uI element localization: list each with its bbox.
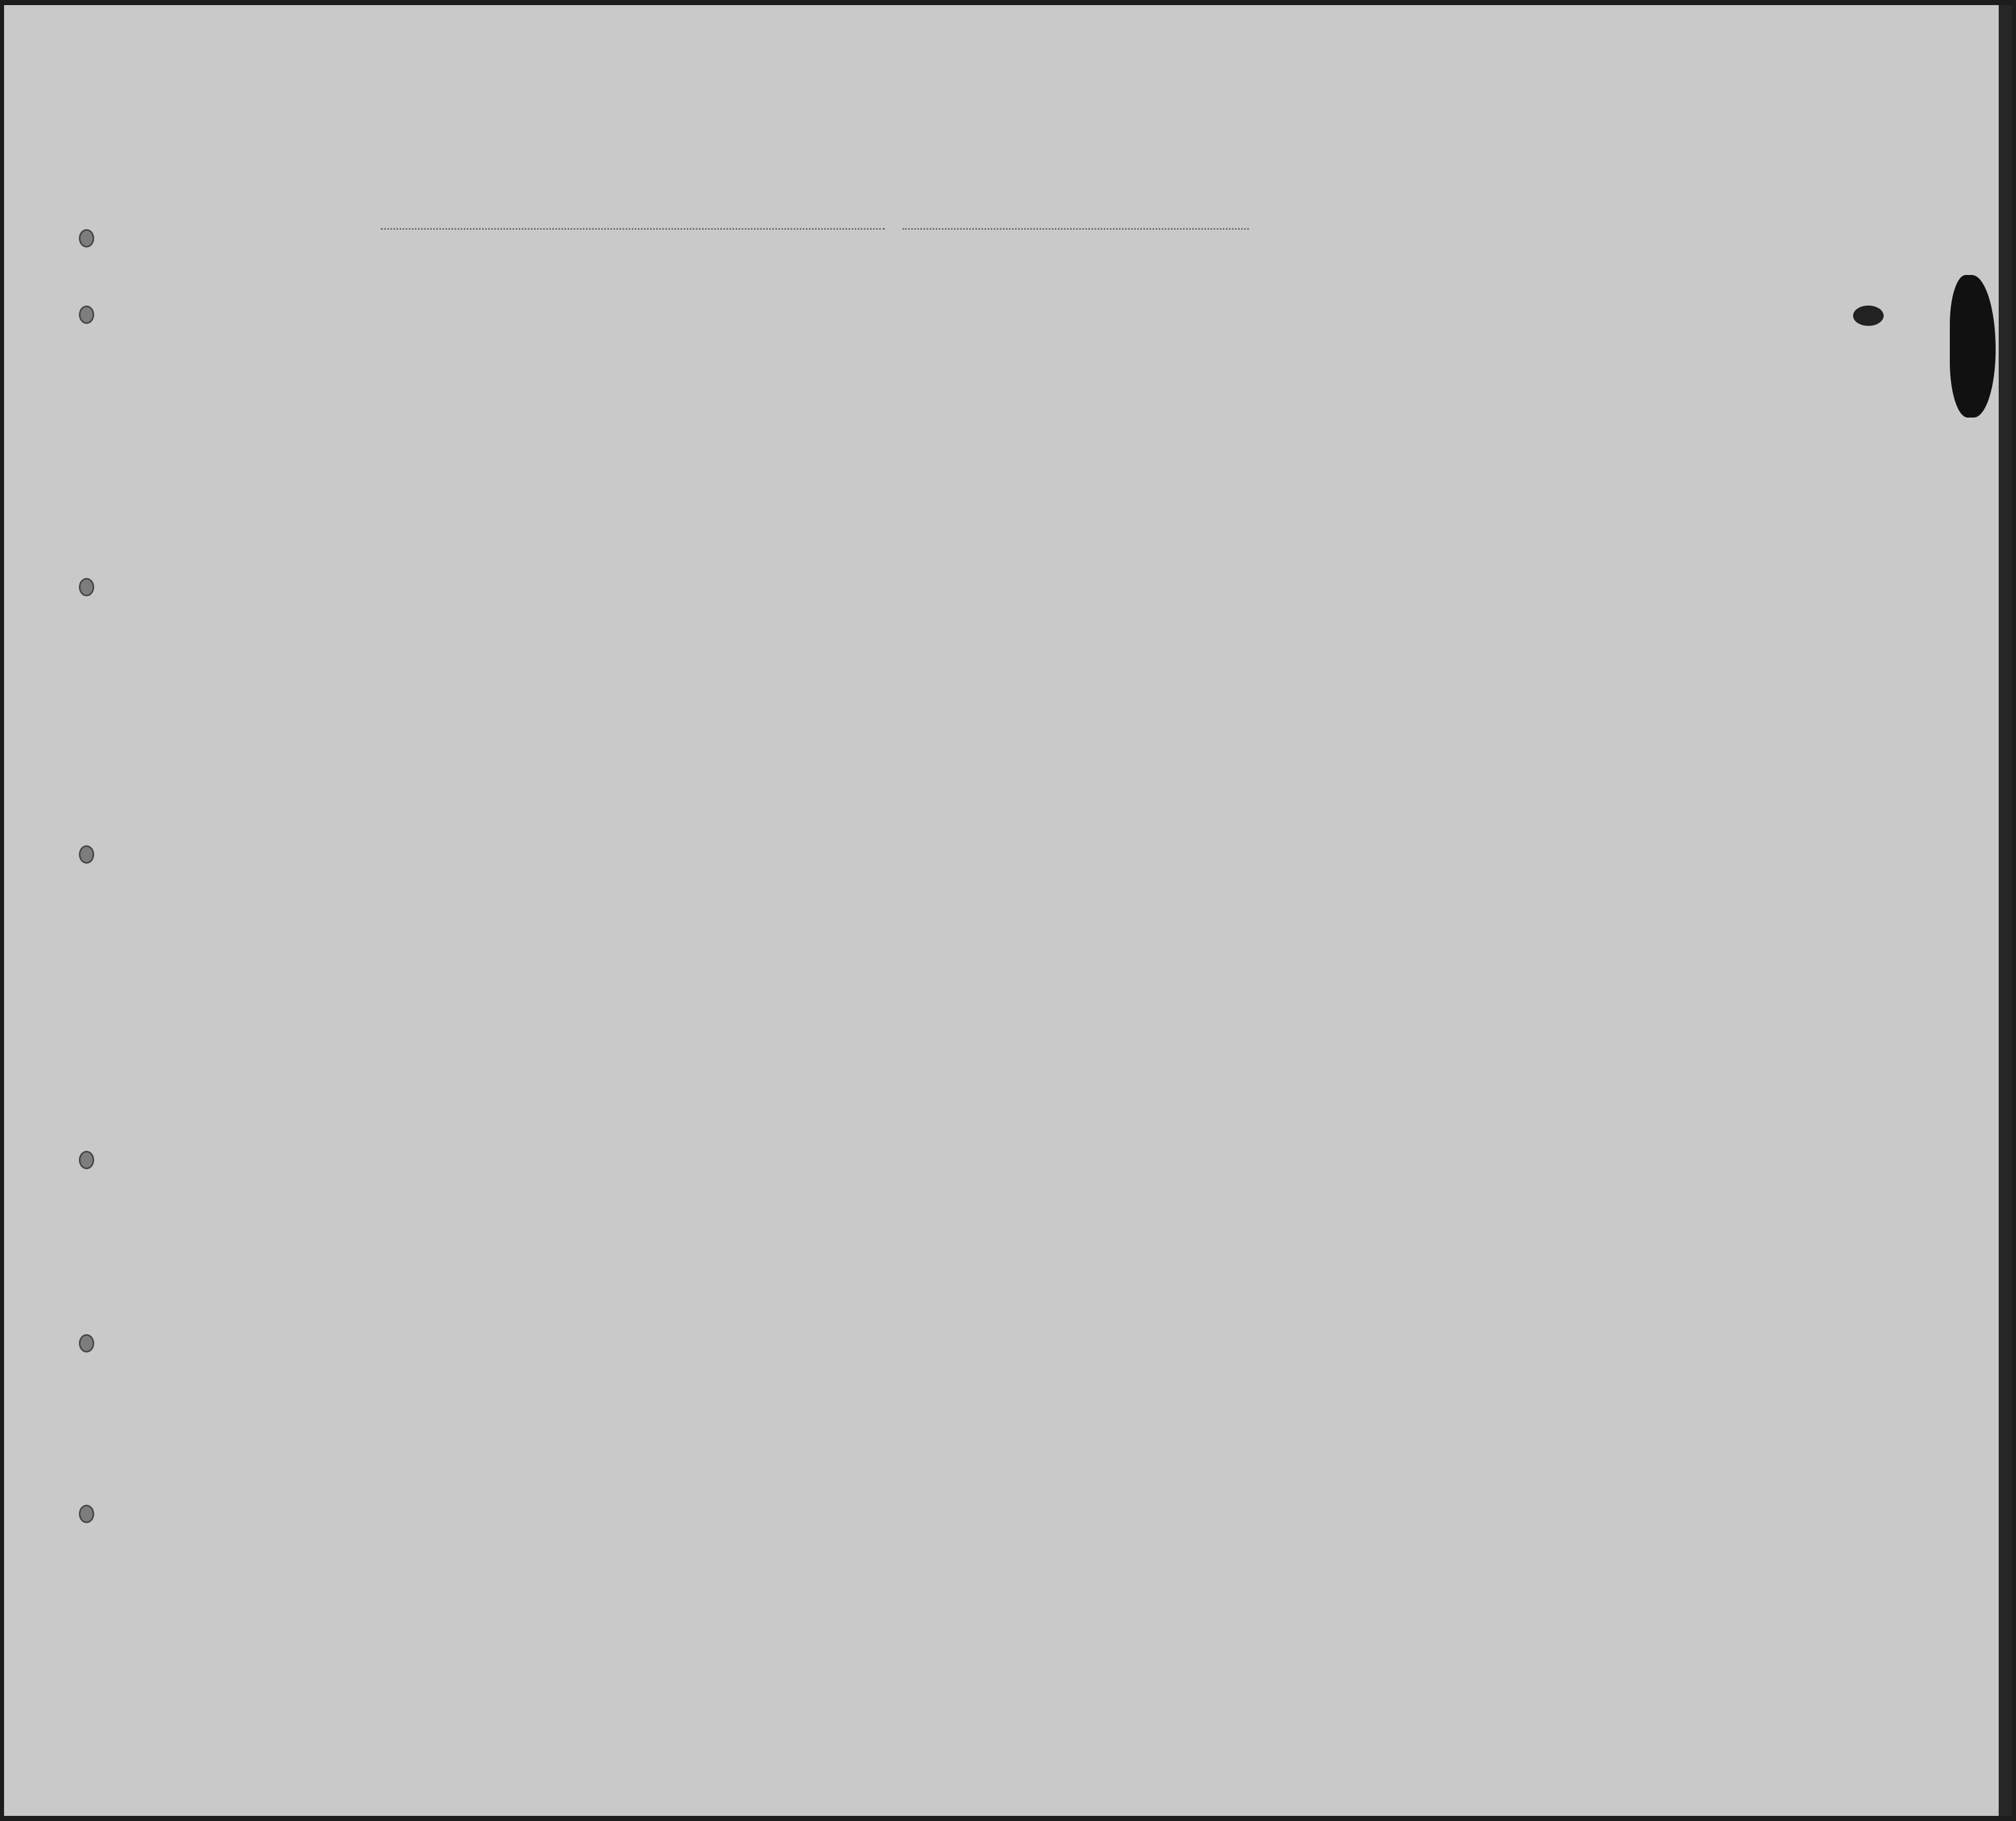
ink-stain xyxy=(1853,306,1884,326)
